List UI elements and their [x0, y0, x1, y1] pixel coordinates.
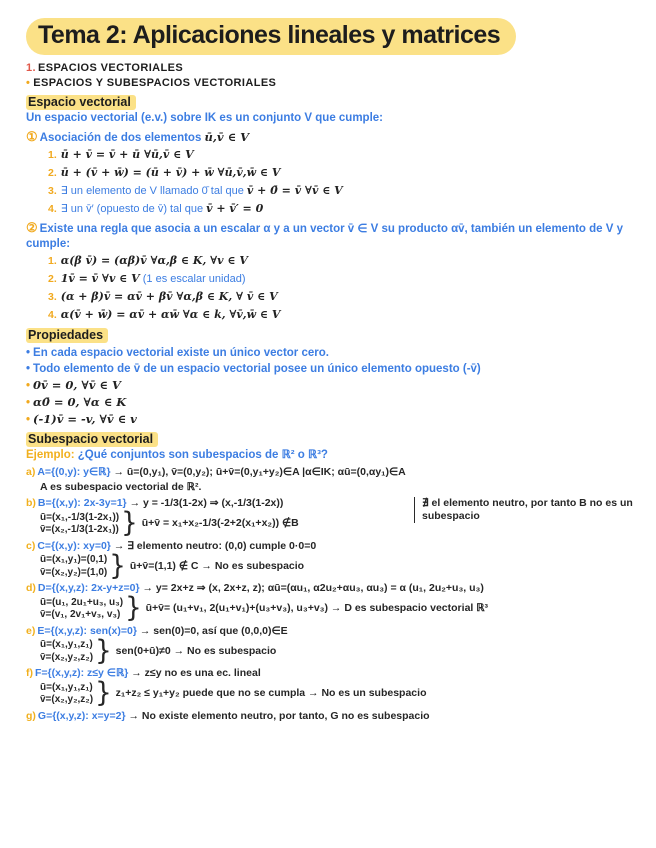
vector-definitions — [40, 512, 119, 537]
circled-2-icon: ② — [26, 219, 38, 235]
exercise-c-derivation — [40, 549, 642, 582]
exercise-a-line — [26, 466, 642, 480]
exercise-letter: f) — [26, 667, 33, 679]
exercise-work: → No existe elemento neutro, por tanto, G no es subespacio — [128, 709, 430, 722]
bullet-icon: • — [26, 362, 31, 375]
section-propiedades — [26, 324, 642, 428]
axiom-math: α(v̄ + w̄) = αv̄ + αw̄ ∀α ∈ k, ∀v̄,w̄ ∈ V — [60, 307, 281, 321]
exercise-work: → ū=(0,y₁), v̄=(0,y₂); ū+v̄=(0,y₁+y₂)∈A |α∈IK; αū=(0,αy₁)∈A — [113, 466, 406, 478]
vector-v: v̄=(x₂,y₂)=(1,0) — [40, 566, 108, 578]
exercise-f-derivation — [40, 677, 642, 709]
vector-u: ū=(x₁,y₁)=(0,1) — [40, 554, 108, 565]
axiom-1-3 — [48, 182, 642, 200]
propiedad-math: (-1)v̄ = -v, ∀v̄ ∈ v — [33, 411, 137, 426]
axiom-math: ū + v̄ = v̄ + ū ∀ū,v̄ ∈ V — [60, 147, 194, 161]
circled-1-icon: ① — [26, 128, 38, 144]
vector-definitions — [40, 554, 107, 579]
vector-u: ū=(x₁,y₁,z₁) — [40, 639, 93, 650]
section-subespacio-vectorial — [26, 428, 642, 724]
axiom-number: 1. — [48, 254, 57, 267]
vector-definitions — [40, 597, 123, 622]
heading-espacio-vectorial: Espacio vectorial — [26, 95, 136, 110]
exercise-b-note: ∄ el elemento neutro, por tanto B no es un subespacio — [414, 497, 650, 523]
exercise-d-derivation — [40, 592, 642, 624]
outline-marker-2: • — [26, 77, 31, 89]
p2-lead-text: Existe una regla que asocia a un escalar α y a un vector v̄ ∈ V su producto αv̄, también un elemento de V y cumple: — [26, 222, 624, 250]
exercise-set: D={(x,y,z): 2x-y+z=0} — [37, 582, 140, 594]
propiedades-list — [26, 345, 642, 428]
axiom-text: ∃ un v̄′ (opuesto de v̄) tal que — [60, 202, 204, 215]
bullet-icon: • — [26, 413, 31, 426]
heading-subespacio-vectorial: Subespacio vectorial — [26, 432, 158, 447]
exercise-letter: a) — [26, 466, 36, 478]
propiedad-2 — [26, 361, 642, 377]
exercise-set: G={(x,y,z): x=y=2} — [37, 709, 126, 722]
axiom-2-1 — [48, 252, 642, 270]
brace-glyph: } — [121, 507, 138, 539]
vector-definitions — [40, 682, 93, 707]
bullet-icon: • — [26, 396, 31, 409]
p1-lead-text: Asociación de dos elementos — [39, 131, 202, 144]
ejemplo-line — [26, 448, 642, 464]
axiom-math: v̄ + 0̄ = v̄ ∀v̄ ∈ V — [246, 183, 343, 197]
outline-text-2: ESPACIOS Y SUBESPACIOS VECTORIALES — [33, 77, 277, 89]
exercise-e-line — [26, 625, 642, 639]
propiedad-1 — [26, 345, 642, 361]
espacio-punto-2 — [26, 220, 626, 252]
vector-v: v̄=(v₁, 2v₁+v₃, v₃) — [40, 609, 121, 620]
exercise-set: B={(x,y): 2x-3y=1} — [37, 497, 127, 509]
outline-text-1: ESPACIOS VECTORIALES — [37, 62, 184, 74]
exercise-letter: g) — [26, 709, 36, 722]
axiom-math: 1v̄ = v̄ ∀v ∈ V — [60, 271, 140, 285]
brace-glyph: } — [125, 592, 142, 624]
propiedad-text: En cada espacio vectorial existe un único vector cero. — [33, 346, 329, 359]
brace-glyph: } — [95, 677, 112, 709]
exercise-work: → y= 2x+z ⇒ (x, 2x+z, z); αū=(αu₁, α2u₂+αu₃, αu₃) = α (u₁, 2u₂+u₃, u₃) — [142, 582, 484, 594]
p1-lead-math: ū,v̄ ∈ V — [204, 129, 250, 144]
exercise-work: → z≤y no es una ec. lineal — [131, 667, 261, 679]
propiedad-4 — [26, 394, 642, 411]
axiom-text: ∃ un elemento de V llamado 0̄ tal que — [60, 184, 244, 197]
exercise-a — [26, 466, 642, 494]
axiom-1-4 — [48, 200, 642, 218]
exercise-set: E={(x,y,z): sen(x)=0} — [37, 624, 137, 637]
espacio-punto-1 — [26, 129, 642, 146]
propiedad-5 — [26, 411, 642, 428]
espacio-intro: Un espacio vectorial (e.v.) sobre IK es un conjunto V que cumple: — [26, 112, 383, 124]
exercise-letter: c) — [26, 539, 36, 552]
exercise-e-derivation — [40, 634, 642, 667]
derivation-result: ū+v̄= (u₁+v₁, 2(u₁+v₁)+(u₃+v₃), u₃+v₃) → D es subespacio vectorial ℝ³ — [145, 602, 489, 615]
page-title: Tema 2: Aplicaciones lineales y matrices — [26, 18, 516, 55]
axiom-number: 1. — [48, 148, 57, 161]
axiom-1-1 — [48, 146, 642, 164]
axiom-2-2 — [48, 270, 642, 288]
exercise-letter: b) — [26, 497, 36, 509]
section-espacio-vectorial — [26, 91, 642, 324]
vector-u: ū=(x₁,y₁,z₁) — [40, 681, 93, 693]
outline-marker-1: 1. — [26, 62, 36, 74]
exercise-g-line — [26, 710, 642, 724]
vector-u: ū=(x₁,-1/3(1-2x₁)) — [40, 511, 120, 523]
bullet-icon: • — [26, 346, 31, 359]
axiom-number: 2. — [48, 272, 57, 285]
heading-propiedades: Propiedades — [26, 328, 108, 343]
derivation-result: sen(0+ū)≠0 → No es subespacio — [115, 644, 277, 657]
exercise-d-line — [26, 582, 642, 596]
axiom-note: (1 es escalar unidad) — [142, 272, 246, 285]
propiedad-math: 0v̄ = 0, ∀v̄ ∈ V — [33, 377, 121, 392]
exercise-work: → sen(0)=0, así que (0,0,0)∈E — [139, 624, 288, 637]
bullet-icon: • — [26, 379, 31, 392]
axiom-2-4 — [48, 306, 642, 324]
vector-u: ū=(u₁, 2u₁+u₃, u₃) — [40, 596, 124, 608]
exercise-letter: d) — [26, 582, 36, 594]
outline-item-2 — [26, 76, 642, 91]
exercise-d — [26, 582, 642, 622]
vector-v: v̄=(x₂,-1/3(1-2x₁)) — [40, 524, 119, 535]
axiom-2-3 — [48, 288, 642, 306]
exercise-g — [26, 710, 642, 724]
exercise-work: → ∃ elemento neutro: (0,0) cumple 0·0=0 — [113, 539, 317, 552]
propiedad-3 — [26, 377, 642, 394]
derivation-result: ū+v̄ = x₁+x₂-1/3(-2+2(x₁+x₂)) ∉B — [141, 517, 299, 530]
axiom-1-2 — [48, 164, 642, 182]
propiedad-math: α0̄ = 0, ∀α ∈ K — [33, 394, 127, 409]
outline-item-1 — [26, 61, 642, 76]
exercise-a-conclusion: A es subespacio vectorial de ℝ². — [40, 480, 202, 493]
vector-definitions — [40, 639, 93, 664]
exercise-set: F={(x,y,z): z≤y ∈ℝ} — [35, 667, 129, 679]
vector-v: v̄=(x₂,y₂,z₂) — [40, 651, 94, 663]
axiom-math: ū + (v̄ + w̄) = (ū + v̄) + w̄ ∀ū,v̄,w̄ ∈ V — [60, 165, 281, 179]
axiom-math: v̄ + v̄′ = 0 — [206, 201, 264, 215]
exercise-set: A={(0,y): y∈ℝ} — [37, 466, 111, 478]
brace-glyph: } — [109, 549, 126, 582]
derivation-result: ū+v̄=(1,1) ∉ C → No es subespacio — [129, 559, 305, 572]
ejemplo-label: Ejemplo: — [26, 448, 75, 461]
axiom-number: 4. — [48, 308, 57, 321]
exercise-b-line — [26, 497, 408, 511]
exercise-f-line — [26, 667, 642, 681]
exercise-set: C={(x,y): xy=0} — [37, 539, 111, 552]
axiom-math: (α + β)v̄ = αv̄ + βv̄ ∀α,β ∈ K, ∀ v̄ ∈ V — [60, 289, 278, 303]
ejemplo-question: ¿Qué conjuntos son subespacios de ℝ² o ℝ³? — [77, 448, 328, 461]
exercise-b — [26, 497, 642, 537]
exercise-letter: e) — [26, 624, 36, 637]
axiom-number: 3. — [48, 184, 57, 197]
brace-glyph: } — [95, 634, 112, 667]
axiom-math: α(β v̄) = (αβ)v̄ ∀α,β ∈ K, ∀v ∈ V — [60, 253, 248, 267]
exercise-c — [26, 540, 642, 580]
exercise-work: → y = -1/3(1-2x) ⇒ (x,-1/3(1-2x)) — [129, 497, 284, 509]
derivation-result: z₁+z₂ ≤ y₁+y₂ puede que no se cumpla → No es un subespacio — [115, 687, 427, 700]
axiom-number: 2. — [48, 166, 57, 179]
axiom-number: 3. — [48, 290, 57, 303]
vector-v: v̄=(x₂,y₂,z₂) — [40, 694, 94, 705]
axiom-number: 4. — [48, 202, 57, 215]
exercise-f — [26, 667, 642, 707]
exercise-e — [26, 625, 642, 665]
propiedad-text: Todo elemento de v̄ de un espacio vectorial posee un único elemento opuesto (-v̄) — [33, 362, 481, 375]
